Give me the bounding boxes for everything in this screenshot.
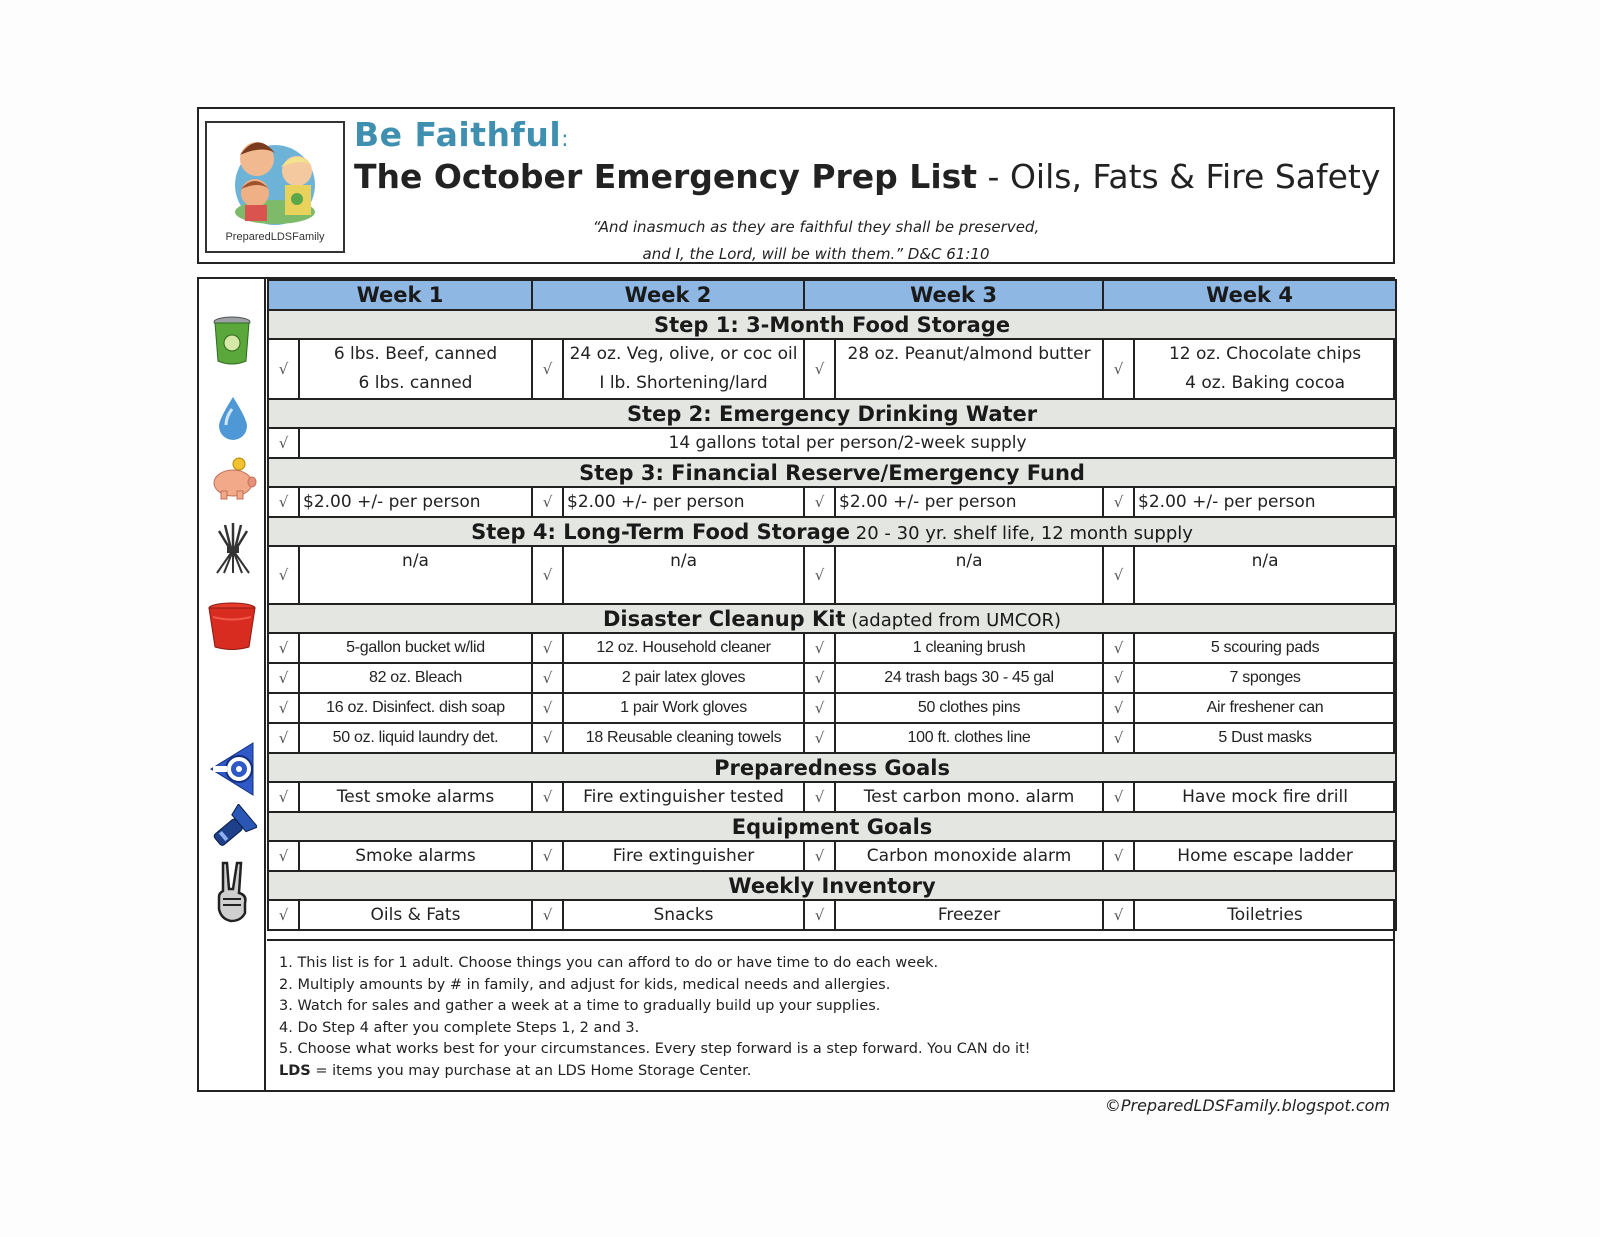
checkbox[interactable]: √ [1103, 723, 1134, 753]
checkbox[interactable]: √ [1103, 693, 1134, 723]
list-item: n/a [299, 546, 532, 604]
list-item: Fire extinguisher tested [563, 782, 804, 812]
step3-section [268, 458, 1396, 487]
step2-title: Step 2: Emergency Drinking Water [268, 399, 1396, 428]
list-item [299, 339, 532, 399]
list-item: Smoke alarms [299, 841, 532, 871]
step4-row [268, 546, 1396, 604]
inventory-row [268, 900, 1396, 930]
step1-section [268, 310, 1396, 339]
checkbox[interactable]: √ [532, 546, 563, 604]
checkbox[interactable]: √ [268, 428, 299, 458]
note-line: 5. Choose what works best for your circumstances. Every step forward is a step forward. You CAN do it! [279, 1041, 1031, 1057]
step2-row [268, 428, 1396, 458]
item-line: 6 lbs. canned [358, 373, 473, 393]
checkbox[interactable]: √ [1103, 900, 1134, 930]
lds-text: = items you may purchase at an LDS Home Storage Center. [310, 1062, 752, 1079]
list-item: 5-gallon bucket w/lid [299, 633, 532, 663]
checkbox[interactable]: √ [804, 633, 835, 663]
cleanup-section [268, 604, 1396, 633]
checkbox[interactable]: √ [532, 693, 563, 723]
note-line: 2. Multiply amounts by # in family, and adjust for kids, medical needs and allergies. [279, 976, 891, 993]
list-item: 12 oz. Household cleaner [563, 633, 804, 663]
header-box [197, 107, 1395, 264]
scripture-quote [499, 214, 1133, 268]
checkbox[interactable]: √ [268, 339, 299, 399]
note-line: 3. Watch for sales and gather a week at a time to gradually build up your supplies. [279, 998, 881, 1014]
checkbox[interactable]: √ [532, 841, 563, 871]
cleanup-row [268, 663, 1396, 693]
notes-box [267, 939, 1395, 1092]
checkbox[interactable]: √ [532, 723, 563, 753]
logo-label: PreparedLDSFamily [225, 231, 325, 243]
item-line: 12 oz. Chocolate chips [1168, 344, 1362, 364]
item-line: 28 oz. Peanut/almond butter [847, 344, 1091, 364]
family-logo-icon [215, 127, 335, 227]
equipment-title: Equipment Goals [268, 812, 1396, 841]
checkbox[interactable]: √ [804, 339, 835, 399]
list-item: Home escape ladder [1134, 841, 1396, 871]
list-item: 50 clothes pins [835, 693, 1103, 723]
list-item: 5 scouring pads [1134, 633, 1396, 663]
checkbox[interactable]: √ [268, 900, 299, 930]
title-rest: - Oils, Fats & Fire Safety [977, 157, 1381, 196]
cleanup-title-cell [268, 604, 1396, 633]
list-item [563, 339, 804, 399]
checkbox[interactable]: √ [268, 663, 299, 693]
cleanup-row [268, 633, 1396, 663]
checkbox[interactable]: √ [1103, 782, 1134, 812]
item-line: 24 oz. Veg, olive, or coc oil [569, 344, 798, 364]
checkbox[interactable]: √ [268, 693, 299, 723]
checkbox[interactable]: √ [268, 782, 299, 812]
list-item: n/a [563, 546, 804, 604]
list-item: 7 sponges [1134, 663, 1396, 693]
kicker-colon: : [561, 127, 570, 152]
water-drop-icon [215, 395, 251, 441]
checkbox[interactable]: √ [804, 663, 835, 693]
inventory-section [268, 871, 1396, 900]
week-1-header: Week 1 [268, 280, 532, 310]
checkbox[interactable]: √ [532, 782, 563, 812]
checkbox[interactable]: √ [532, 339, 563, 399]
preparedness-row [268, 782, 1396, 812]
step3-row [268, 487, 1396, 517]
cleanup-row [268, 723, 1396, 753]
step2-section [268, 399, 1396, 428]
note-line: 1. This list is for 1 adult. Choose things you can afford to do or have time to do each week. [279, 955, 939, 971]
list-item: Carbon monoxide alarm [835, 841, 1103, 871]
red-bucket-icon [207, 601, 257, 653]
week-4-header: Week 4 [1103, 280, 1396, 310]
list-item: $2.00 +/- per person [1134, 487, 1396, 517]
equipment-row [268, 841, 1396, 871]
step4-section [268, 517, 1396, 546]
kicker-title [354, 115, 569, 154]
list-item: $2.00 +/- per person [299, 487, 532, 517]
water-item: 14 gallons total per person/2-week supply [299, 428, 1396, 458]
checkbox[interactable]: √ [268, 546, 299, 604]
list-item [835, 339, 1103, 399]
list-item: Toiletries [1134, 900, 1396, 930]
preparedness-section [268, 753, 1396, 782]
icon-column [199, 279, 266, 1090]
step4-title: Step 4: Long-Term Food Storage [471, 519, 851, 544]
checkbox[interactable]: √ [1103, 546, 1134, 604]
list-item: n/a [835, 546, 1103, 604]
peace-hand-icon [211, 859, 253, 923]
list-item: $2.00 +/- per person [563, 487, 804, 517]
checkbox[interactable]: √ [804, 487, 835, 517]
checkbox[interactable]: √ [532, 900, 563, 930]
quote-line-2: and I, the Lord, will be with them.” D&C 61:10 [642, 245, 990, 263]
checkbox[interactable]: √ [804, 693, 835, 723]
item-line: 6 lbs. Beef, canned [333, 344, 498, 364]
checkbox[interactable]: √ [532, 487, 563, 517]
checkbox[interactable]: √ [268, 841, 299, 871]
checkbox[interactable]: √ [804, 900, 835, 930]
list-item: 24 trash bags 30 - 45 gal [835, 663, 1103, 693]
list-item: Test carbon mono. alarm [835, 782, 1103, 812]
list-item: n/a [1134, 546, 1396, 604]
list-item: Oils & Fats [299, 900, 532, 930]
prep-table [267, 279, 1397, 931]
checkbox[interactable]: √ [532, 663, 563, 693]
lds-label: LDS [279, 1062, 311, 1079]
checkbox[interactable]: √ [268, 633, 299, 663]
step1-row [268, 339, 1396, 399]
food-can-icon [211, 315, 253, 367]
equipment-section [268, 812, 1396, 841]
step1-title: Step 1: 3-Month Food Storage [268, 310, 1396, 339]
step4-title-cell [268, 517, 1396, 546]
list-item: $2.00 +/- per person [835, 487, 1103, 517]
week-header-row [268, 280, 1396, 310]
title-bold: The October Emergency Prep List [354, 157, 978, 196]
item-line: I lb. Shortening/lard [599, 373, 768, 393]
step3-title: Step 3: Financial Reserve/Emergency Fund [268, 458, 1396, 487]
checkbox[interactable]: √ [268, 723, 299, 753]
flashlight-icon [207, 804, 257, 854]
checkbox[interactable]: √ [804, 841, 835, 871]
inventory-title: Weekly Inventory [268, 871, 1396, 900]
list-item: 1 cleaning brush [835, 633, 1103, 663]
list-item: 50 oz. liquid laundry det. [299, 723, 532, 753]
cleanup-row [268, 693, 1396, 723]
logo [205, 121, 345, 253]
list-item: 82 oz. Bleach [299, 663, 532, 693]
list-item: Test smoke alarms [299, 782, 532, 812]
note-line: 4. Do Step 4 after you complete Steps 1, 2 and 3. [279, 1019, 640, 1036]
checkbox[interactable]: √ [804, 546, 835, 604]
preparedness-title: Preparedness Goals [268, 753, 1396, 782]
quote-line-1: “And inasmuch as they are faithful they shall be preserved, [592, 218, 1040, 236]
piggy-bank-icon [209, 457, 257, 501]
cleanup-title: Disaster Cleanup Kit [603, 606, 846, 631]
cleanup-subtitle: (adapted from UMCOR) [845, 609, 1062, 631]
wheat-sheaf-icon [211, 519, 255, 575]
list-item: 18 Reusable cleaning towels [563, 723, 804, 753]
prep-list-box [197, 277, 1395, 1092]
list-item: 2 pair latex gloves [563, 663, 804, 693]
checkbox[interactable]: √ [1103, 841, 1134, 871]
list-item [1134, 339, 1396, 399]
week-3-header: Week 3 [804, 280, 1103, 310]
smoke-alarm-icon [207, 739, 257, 799]
list-item: Freezer [835, 900, 1103, 930]
week-2-header: Week 2 [532, 280, 804, 310]
page-title [354, 157, 1380, 196]
copyright: ©PreparedLDSFamily.blogspot.com [1104, 1096, 1390, 1115]
list-item: 5 Dust masks [1134, 723, 1396, 753]
checkbox[interactable]: √ [1103, 663, 1134, 693]
checkbox[interactable]: √ [1103, 487, 1134, 517]
checkbox[interactable]: √ [1103, 633, 1134, 663]
note-line-lds [279, 1061, 1383, 1083]
step4-subtitle: 20 - 30 yr. shelf life, 12 month supply [850, 522, 1193, 544]
checkbox[interactable]: √ [1103, 339, 1134, 399]
checkbox[interactable]: √ [532, 633, 563, 663]
checkbox[interactable]: √ [804, 723, 835, 753]
list-item: Have mock fire drill [1134, 782, 1396, 812]
list-item: 100 ft. clothes line [835, 723, 1103, 753]
kicker-text: Be Faithful [354, 115, 562, 154]
list-item: 16 oz. Disinfect. dish soap [299, 693, 532, 723]
checkbox[interactable]: √ [804, 782, 835, 812]
list-item: Air freshener can [1134, 693, 1396, 723]
list-item: Fire extinguisher [563, 841, 804, 871]
list-item: Snacks [563, 900, 804, 930]
list-item: 1 pair Work gloves [563, 693, 804, 723]
checkbox[interactable]: √ [268, 487, 299, 517]
item-line: 4 oz. Baking cocoa [1185, 373, 1345, 393]
